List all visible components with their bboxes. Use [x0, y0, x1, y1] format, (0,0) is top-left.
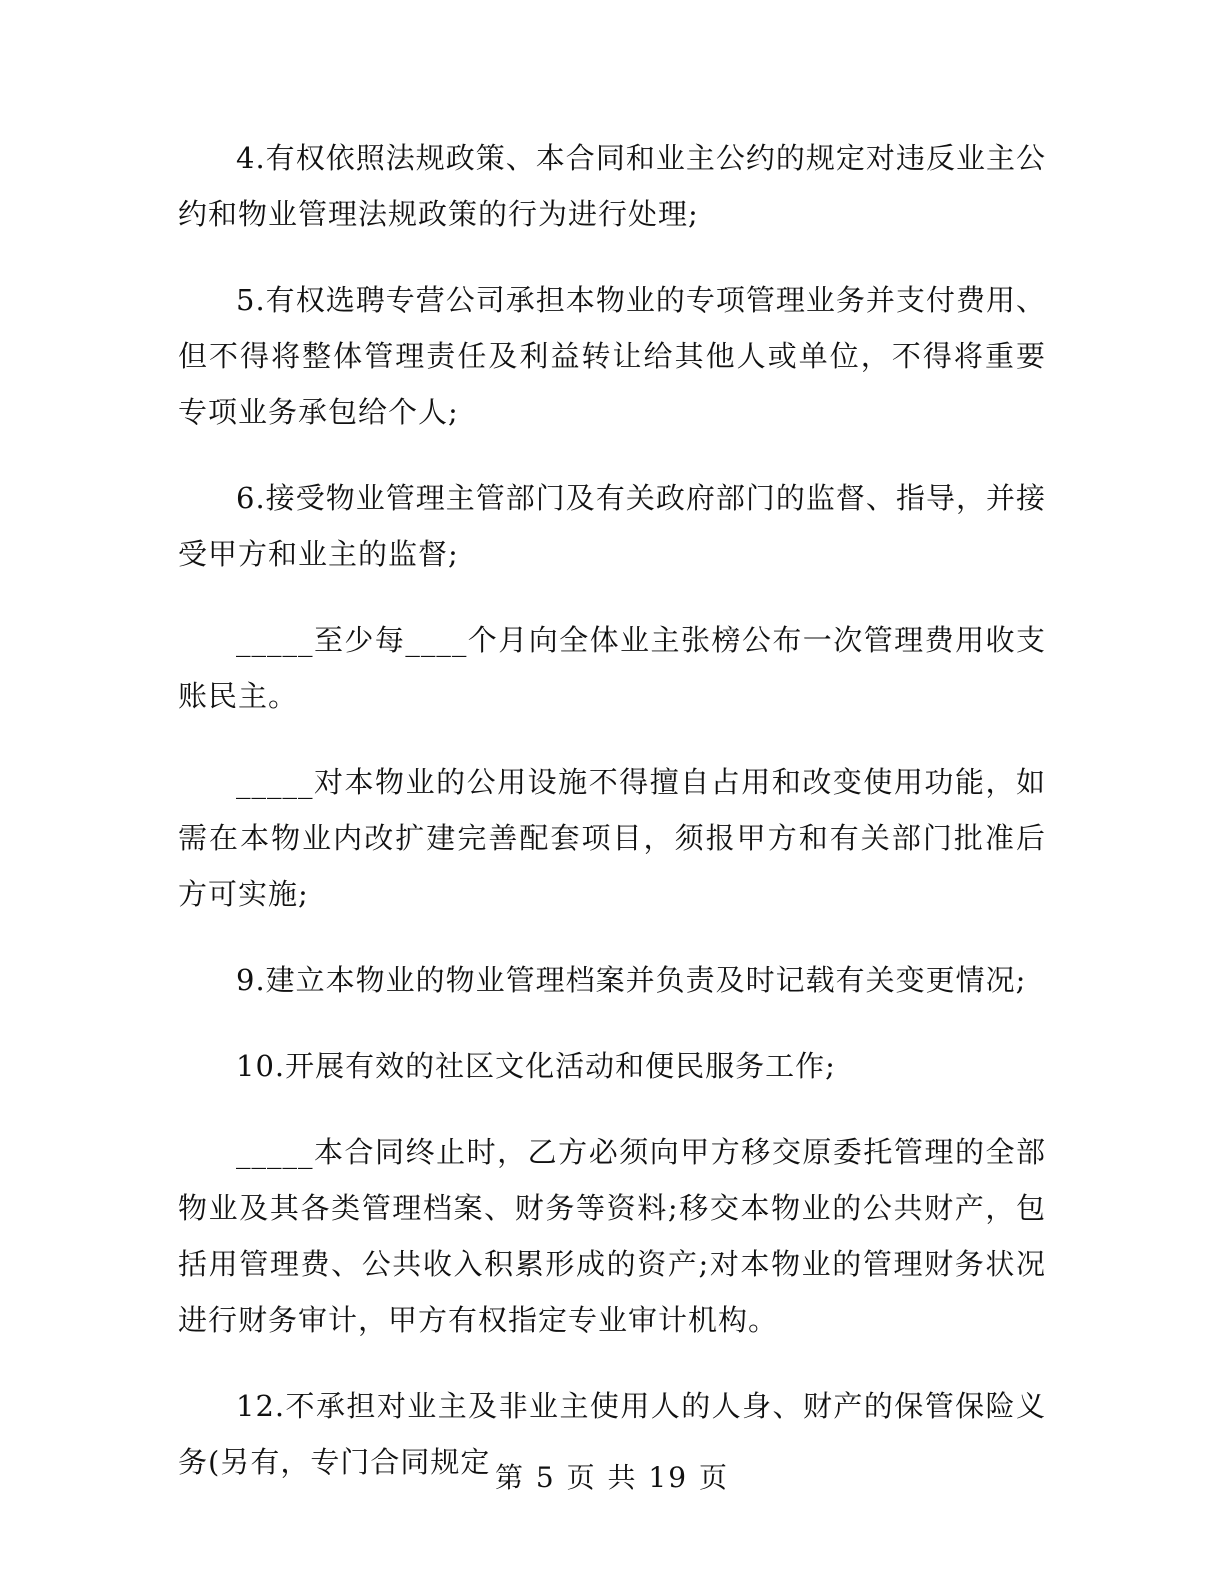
clause-paragraph: 12.不承担对业主及非业主使用人的人身、财产的保管保险义务(另有，专门合同规定 [178, 1389, 1046, 1479]
clause-paragraph: 4.有权依照法规政策、本合同和业主公约的规定对违反业主公约和物业管理法规政策的行为进行处理; [178, 141, 1046, 231]
clause-paragraph: 6.接受物业管理主管部门及有关政府部门的监督、指导，并接受甲方和业主的监督; [178, 481, 1046, 571]
clause-paragraph: _____对本物业的公用设施不得擅自占用和改变使用功能，如需在本物业内改扩建完善配套项目，须报甲方和有关部门批准后方可实施; [178, 765, 1046, 911]
clause-paragraph: 5.有权选聘专营公司承担本物业的专项管理业务并支付费用、但不得将整体管理责任及利益转让给其他人或单位，不得将重要专项业务承包给个人; [178, 283, 1046, 429]
clause-paragraph: _____至少每____个月向全体业主张榜公布一次管理费用收支账民主。 [178, 623, 1046, 713]
page-number-footer: 第 5 页 共 19 页 [495, 1461, 729, 1494]
clause-paragraph: 10.开展有效的社区文化活动和便民服务工作; [236, 1049, 836, 1083]
document-body [178, 130, 1046, 1520]
clause-paragraph: _____本合同终止时，乙方必须向甲方移交原委托管理的全部物业及其各类管理档案、财务等资料;移交本物业的公共财产，包括用管理费、公共收入积累形成的资产;对本物业的管理财务状况进行财务审计，甲方有权指定专业审计机构。 [178, 1135, 1046, 1337]
clause-paragraph: 9.建立本物业的物业管理档案并负责及时记载有关变更情况; [236, 963, 1027, 997]
